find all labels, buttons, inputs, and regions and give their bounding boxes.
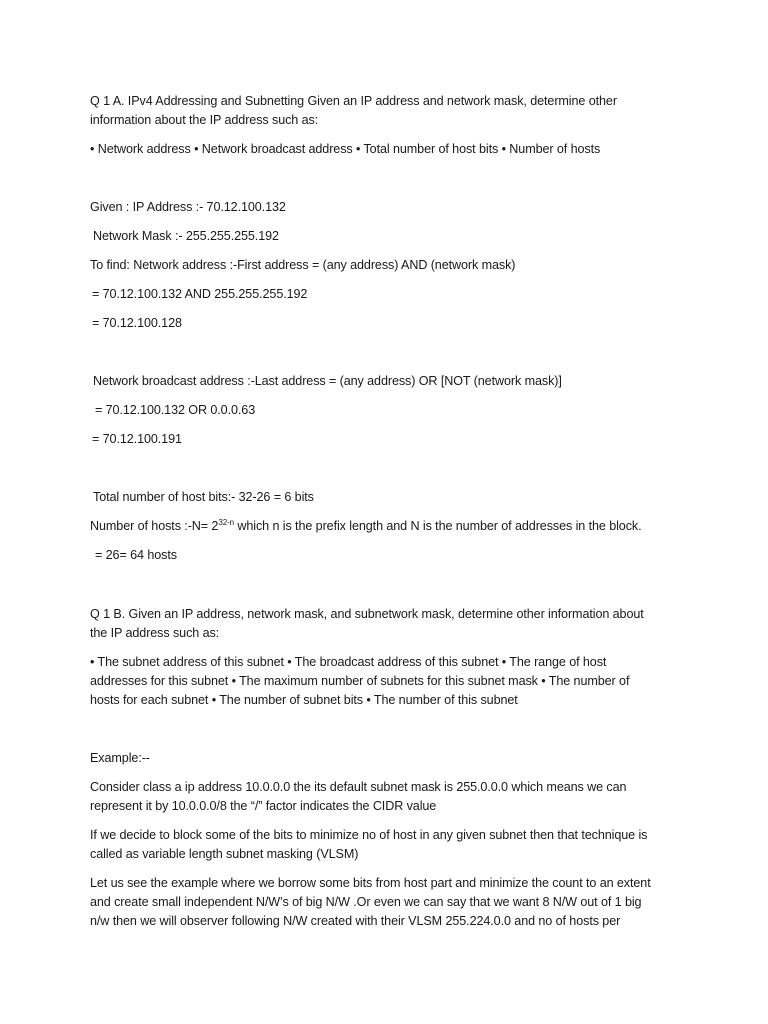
hosts-formula-post: which n is the prefix length and N is the number of addresses in the block. xyxy=(233,519,642,533)
broadcast-step: = 70.12.100.132 OR 0.0.0.63 xyxy=(95,403,256,417)
hosts-formula-pre: Number of hosts :-N= 2 xyxy=(90,519,219,533)
example-p3-line3: n/w then we will observer following N/W created with their VLSM 255.224.0.0 and no of hosts per xyxy=(90,914,621,928)
hosts-formula-exponent: 32-n xyxy=(218,518,234,527)
q1a-heading-line1: Q 1 A. IPv4 Addressing and Subnetting Given an IP address and network mask, determine other xyxy=(90,94,617,108)
example-label: Example:-- xyxy=(90,751,150,765)
given-ip: Given : IP Address :- 70.12.100.132 xyxy=(90,200,286,214)
broadcast-result: = 70.12.100.191 xyxy=(92,432,182,446)
given-mask: Network Mask :- 255.255.255.192 xyxy=(93,229,279,243)
example-p2-line2: called as variable length subnet masking (VLSM) xyxy=(90,847,359,861)
q1b-heading-line2: the IP address such as: xyxy=(90,626,220,640)
find-network: To find: Network address :-First address = (any address) AND (network mask) xyxy=(90,258,516,272)
example-p3-line1: Let us see the example where we borrow some bits from host part and minimize the count to an extent xyxy=(90,876,651,890)
q1b-bullets-line2: addresses for this subnet • The maximum number of subnets for this subnet mask • The number of xyxy=(90,674,630,688)
host-bits: Total number of host bits:- 32-26 = 6 bits xyxy=(93,490,314,504)
q1b-bullets-line3: hosts for each subnet • The number of subnet bits • The number of this subnet xyxy=(90,693,518,707)
example-p1-line2: represent it by 10.0.0.0/8 the “/” factor indicates the CIDR value xyxy=(90,799,437,813)
hosts-formula xyxy=(90,517,642,535)
example-p3-line2: and create small independent N/W’s of big N/W .Or even we can say that we want 8 N/W out of 1 big xyxy=(90,895,642,909)
q1b-bullets-line1: • The subnet address of this subnet • The broadcast address of this subnet • The range of host xyxy=(90,655,607,669)
hosts-result: = 26= 64 hosts xyxy=(95,548,177,562)
example-p2-line1: If we decide to block some of the bits to minimize no of host in any given subnet then that technique is xyxy=(90,828,648,842)
q1b-heading-line1: Q 1 B. Given an IP address, network mask, and subnetwork mask, determine other information about xyxy=(90,607,644,621)
network-result: = 70.12.100.128 xyxy=(92,316,182,330)
q1a-bullets: • Network address • Network broadcast address • Total number of host bits • Number of hosts xyxy=(90,142,601,156)
network-step: = 70.12.100.132 AND 255.255.255.192 xyxy=(92,287,308,301)
broadcast-definition: Network broadcast address :-Last address = (any address) OR [NOT (network mask)] xyxy=(93,374,562,388)
q1a-heading-line2: information about the IP address such as: xyxy=(90,113,319,127)
example-p1-line1: Consider class a ip address 10.0.0.0 the its default subnet mask is 255.0.0.0 which means we can xyxy=(90,780,627,794)
